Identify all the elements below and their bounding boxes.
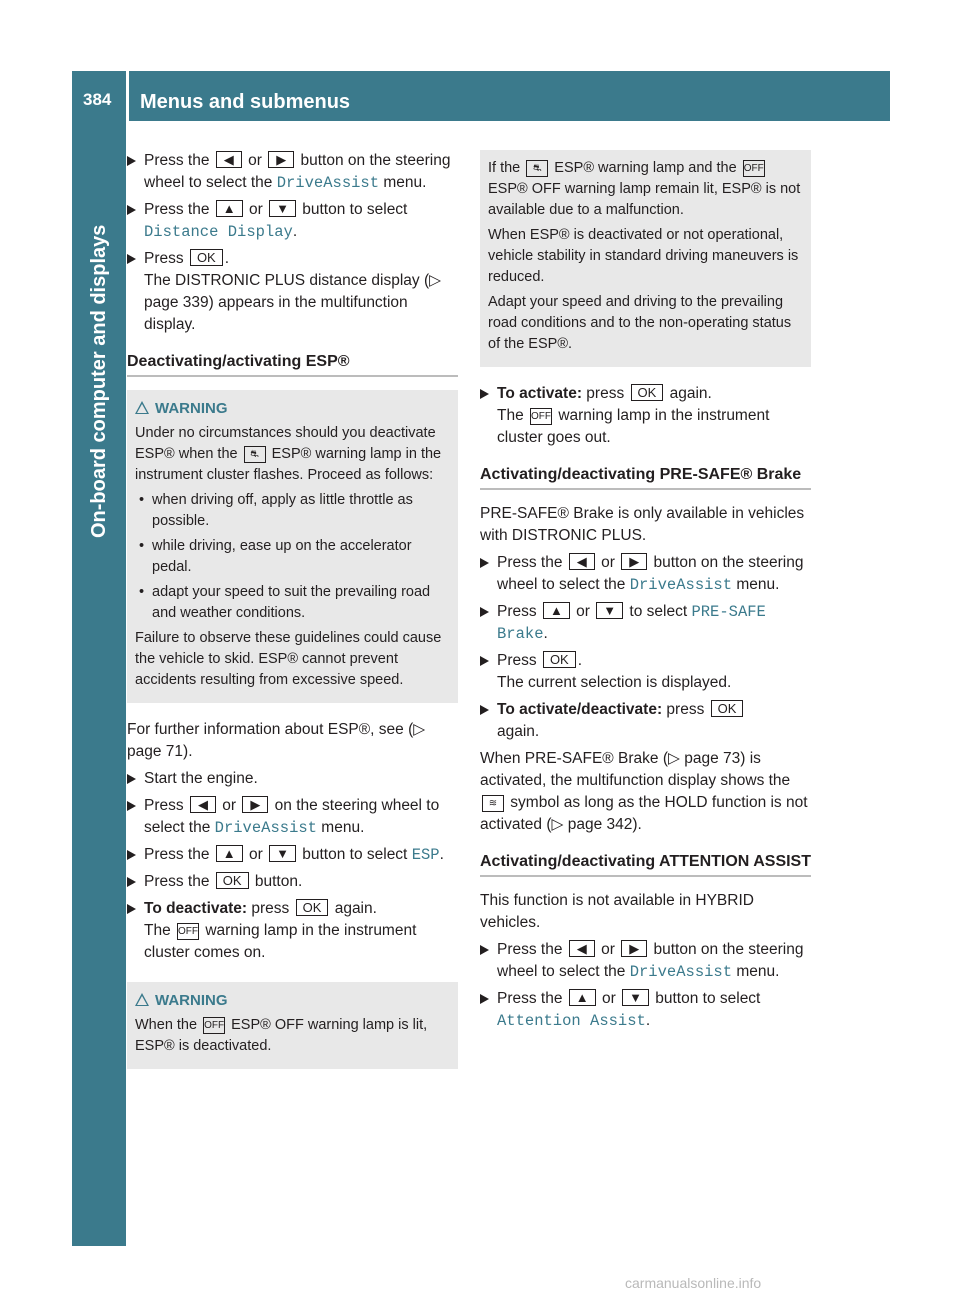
note-p1: If the ⛐ ESP® warning lamp and the OFF ESP® OFF warning lamp remain lit, ESP® is not available due to a malfunction. [488, 160, 801, 218]
ok-button-icon: OK [216, 872, 249, 889]
step-select-esp: Press the ▲ or ▼ button to select ESP. [127, 844, 458, 866]
step-select-distance-display: Press the ▲ or ▼ button to select Distance Display. [127, 199, 458, 243]
up-button-icon: ▲ [569, 989, 596, 1006]
step-select-driveassist: Press the ◀ or ▶ button on the steering wheel to select the DriveAssist menu. [127, 150, 458, 194]
left-button-icon: ◀ [569, 940, 595, 957]
down-button-icon: ▼ [269, 845, 296, 862]
note-p2: When ESP® is deactivated or not operational, vehicle stability in standard driving maneuvers is reduced. [488, 227, 799, 285]
menu-driveassist: DriveAssist [629, 576, 733, 594]
esp-off-lamp-icon: OFF [530, 408, 552, 425]
presafe-intro: PRE-SAFE® Brake is only available in vehicles with DISTRONIC PLUS. [480, 505, 805, 544]
heading-presafe: Activating/deactivating PRE-SAFE® Brake [480, 454, 811, 490]
right-button-icon: ▶ [242, 796, 268, 813]
right-button-icon: ▶ [621, 940, 647, 957]
warning-bullet: • while driving, ease up on the accelerator pedal. [135, 536, 450, 578]
warning-box-esp [127, 390, 458, 703]
esp-lamp-icon: ⛐ [244, 446, 266, 463]
right-button-icon: ▶ [621, 553, 647, 570]
warning-box-esp-off [127, 982, 458, 1069]
heading-esp: Deactivating/activating ESP® [127, 341, 458, 377]
step-aa-select-driveassist: Press the ◀ or ▶ button on the steering wheel to select the DriveAssist menu. [480, 939, 811, 983]
up-button-icon: ▲ [543, 602, 570, 619]
warning-outro: Failure to observe these guidelines could cause the vehicle to skid. ESP® cannot prevent accidents resulting from excessive speed. [135, 630, 442, 688]
warning-intro: Under no circumstances should you deactivate ESP® when the ⛐ ESP® warning lamp in the instrument cluster flashes. Proceed as follows: [135, 425, 442, 483]
step-press-ok: Press OK . The DISTRONIC PLUS distance display (▷ page 339) appears in the multifunction display. [127, 248, 458, 336]
menu-attention-assist: Attention Assist [497, 1012, 646, 1030]
step-aa-select-item: Press the ▲ or ▼ button to select Attention Assist. [480, 988, 811, 1032]
menu-presafe-brake: PRE-SAFE Brake [497, 603, 766, 643]
menu-driveassist: DriveAssist [214, 819, 317, 837]
heading-attention-assist: Activating/deactivating ATTENTION ASSIST [480, 841, 811, 877]
ok-button-icon: OK [190, 249, 223, 266]
page-title: Menus and submenus [140, 91, 351, 113]
warning-bullet: • adapt your speed to suit the prevailing road and weather conditions. [135, 582, 450, 624]
warning-icon [135, 993, 149, 1006]
note-p3: Adapt your speed and driving to the prevailing road conditions and to the non-operating status of the ESP®. [488, 294, 792, 352]
warning-title: WARNING [135, 990, 450, 1011]
presafe-when: When PRE-SAFE® Brake (▷ page 73) is activated, the multifunction display shows the ≋ symbol as long as the HOLD function is not activated (▷ page 342). [480, 750, 808, 833]
page-number: 384 [83, 90, 112, 109]
header-divider [126, 71, 129, 121]
right-column [480, 150, 811, 1037]
warning-title: WARNING [135, 398, 450, 419]
step-ps-select-driveassist: Press the ◀ or ▶ button on the steering wheel to select the DriveAssist menu. [480, 552, 811, 596]
left-button-icon: ◀ [216, 151, 242, 168]
up-button-icon: ▲ [216, 845, 243, 862]
menu-esp: ESP [411, 846, 440, 864]
warning-text: When the OFF ESP® OFF warning lamp is lit, ESP® is deactivated. [135, 1017, 428, 1054]
watermark: carmanualsonline.info [625, 1275, 762, 1291]
side-tab-label: On-board computer and displays [88, 225, 110, 539]
esp-off-lamp-icon: OFF [743, 160, 765, 177]
step-deactivate: To deactivate: press OK again. The OFF warning lamp in the instrument cluster comes on. [127, 898, 458, 964]
ok-button-icon: OK [543, 651, 576, 668]
menu-driveassist: DriveAssist [276, 174, 380, 192]
up-button-icon: ▲ [216, 200, 243, 217]
step-select-driveassist-2: Press ◀ or ▶ on the steering wheel to select the DriveAssist menu. [127, 795, 458, 839]
esp-off-lamp-icon: OFF [177, 923, 199, 940]
step-activate: To activate: press OK again. The OFF warning lamp in the instrument cluster goes out. [480, 383, 811, 449]
step-start-engine: Start the engine. [127, 768, 458, 790]
step-ps-activate: To activate/deactivate: press OK again. [480, 699, 811, 743]
ok-button-icon: OK [631, 384, 664, 401]
down-button-icon: ▼ [269, 200, 296, 217]
menu-driveassist: DriveAssist [629, 963, 733, 981]
left-button-icon: ◀ [569, 553, 595, 570]
esp-off-lamp-icon: OFF [203, 1017, 225, 1034]
menu-distance-display: Distance Display [144, 223, 293, 241]
ok-button-icon: OK [711, 700, 744, 717]
warning-bullet: • when driving off, apply as little throttle as possible. [135, 490, 450, 532]
esp-lamp-icon: ⛐ [526, 160, 548, 177]
step-ps-select-item: Press ▲ or ▼ to select PRE-SAFE Brake. [480, 601, 811, 645]
down-button-icon: ▼ [622, 989, 649, 1006]
ok-button-icon: OK [296, 899, 329, 916]
left-column [127, 150, 458, 1085]
step-press-ok-button: Press the OK button. [127, 871, 458, 893]
right-button-icon: ▶ [268, 151, 294, 168]
presafe-symbol-icon: ≋ [482, 795, 504, 812]
down-button-icon: ▼ [596, 602, 623, 619]
note-box-esp [480, 150, 811, 367]
warning-icon [135, 401, 149, 414]
step-ps-press-ok: Press OK . The current selection is displayed. [480, 650, 811, 694]
left-button-icon: ◀ [190, 796, 216, 813]
attention-intro: This function is not available in HYBRID vehicles. [480, 892, 754, 931]
more-info: For further information about ESP®, see (▷ page 71). [127, 721, 426, 760]
